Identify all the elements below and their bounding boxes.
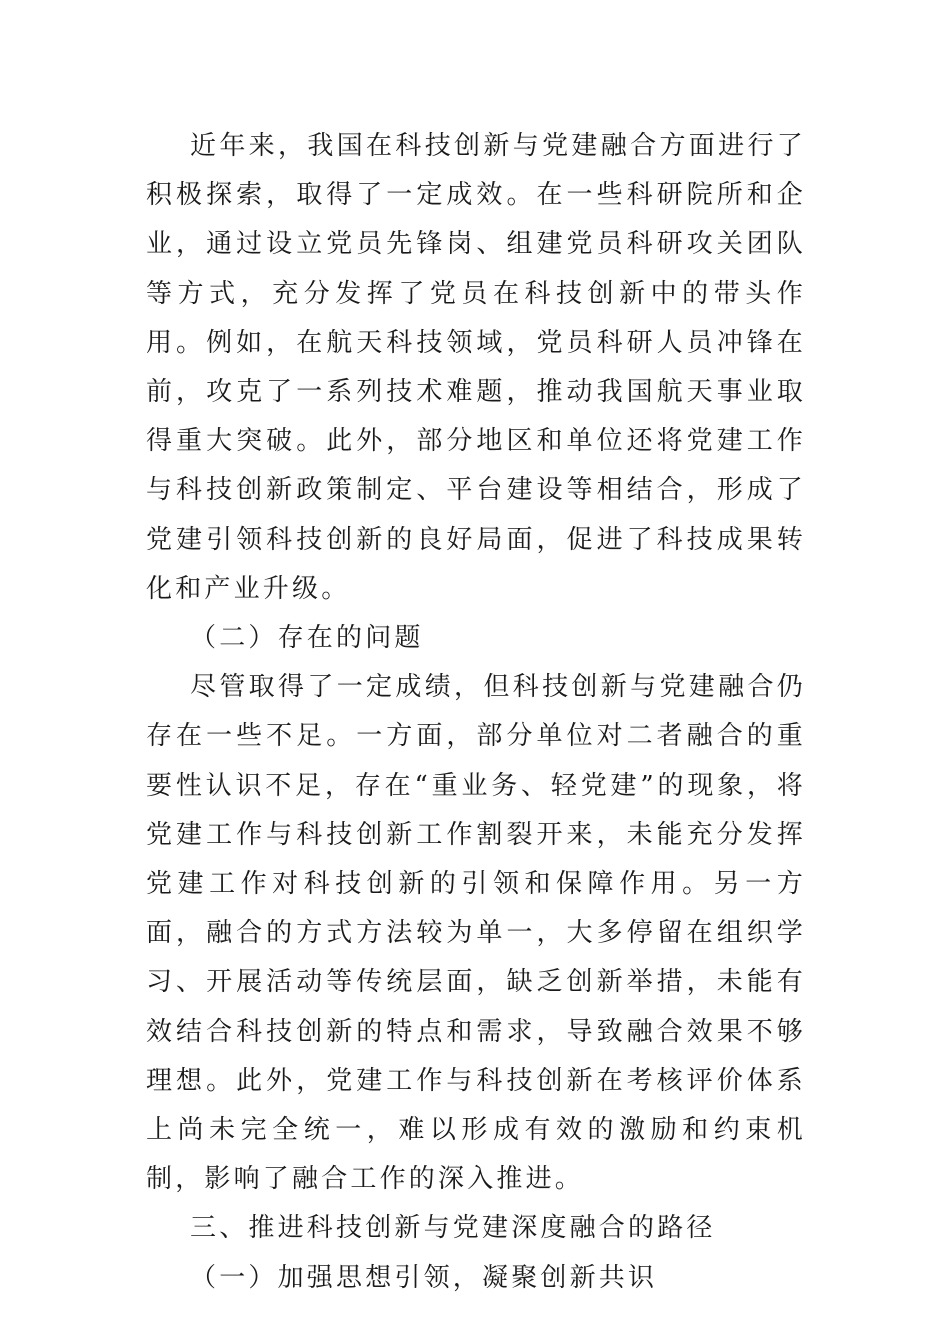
section-heading-ideological-guidance: （一）加强思想引领，凝聚创新共识 [190,1262,658,1293]
paragraph-problems: 尽管取得了一定成绩，但科技创新与党建融合仍存在一些不足。一方面，部分单位对二者融合的重要性认识不足，存在“重业务、轻党建”的现象，将党建工作与科技创新工作割裂开来，未能充分发挥党建工作对科技创新的引领和保障作用。另一方面，融合的方式方法较为单一，大多停留在组织学习、开展活动等传统层面，缺乏创新举措，未能有效结合科技创新的特点和需求，导致融合效果不够理想。此外，党建工作与科技创新在考核评价体系上尚未完全统一，难以形成有效的激励和约束机制，影响了融合工作的深入推进。 [146,672,806,1195]
document-body [146,122,806,1303]
paragraph-achievements: 近年来，我国在科技创新与党建融合方面进行了积极探索，取得了一定成效。在一些科研院所和企业，通过设立党员先锋岗、组建党员科研攻关团队等方式，充分发挥了党员在科技创新中的带头作用。例如，在航天科技领域，党员科研人员冲锋在前，攻克了一系列技术难题，推动我国航天事业取得重大突破。此外，部分地区和单位还将党建工作与科技创新政策制定、平台建设等相结合，形成了党建引领科技创新的良好局面，促进了科技成果转化和产业升级。 [146,131,806,604]
section-heading-problems: （二）存在的问题 [190,623,424,654]
chapter-heading-paths: 三、推进科技创新与党建深度融合的路径 [190,1213,716,1244]
